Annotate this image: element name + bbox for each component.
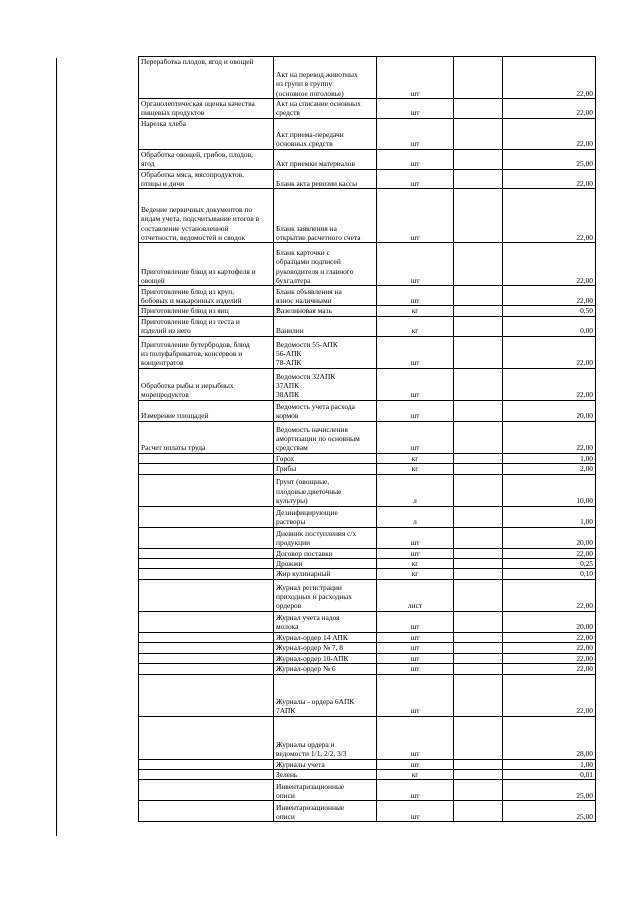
empty-cell	[454, 653, 503, 663]
quantity-cell: 20,00	[503, 611, 596, 632]
table-row	[139, 559, 596, 569]
table-row	[139, 316, 596, 336]
unit-cell: шт	[377, 368, 454, 400]
quantity-cell: 2,00	[503, 464, 596, 474]
practice-name-cell	[139, 780, 274, 801]
unit-cell: шт	[377, 801, 454, 822]
empty-cell	[454, 189, 503, 243]
empty-cell	[454, 57, 503, 99]
quantity-cell: 0,00	[503, 316, 596, 336]
document-name-cell: Журналы ордера и ведомости 1/1, 2/2, 3/3	[274, 716, 377, 759]
document-name-cell: Бланк объявления на взнос наличными	[274, 286, 377, 306]
table-row	[139, 780, 596, 801]
empty-cell	[454, 286, 503, 306]
document-name-cell: Дрожжи	[274, 559, 377, 569]
quantity-cell: 1,00	[503, 453, 596, 463]
practice-name-cell	[139, 632, 274, 642]
unit-cell: кг	[377, 453, 454, 463]
quantity-cell: 22,00	[503, 632, 596, 642]
table-row	[139, 169, 596, 189]
empty-cell	[454, 527, 503, 548]
quantity-cell: 22,00	[503, 189, 596, 243]
practice-name-cell: Приготовление бутербродов, блюд из полуфабрикатов, консервов и концентратов	[139, 336, 274, 368]
unit-cell: шт	[377, 611, 454, 632]
document-name-cell: Инвентаризационные описи	[274, 801, 377, 822]
empty-cell	[454, 548, 503, 558]
unit-cell: шт	[377, 632, 454, 642]
practice-name-cell	[139, 674, 274, 716]
practice-name-cell	[139, 548, 274, 558]
table-row	[139, 611, 596, 632]
empty-cell	[454, 801, 503, 822]
quantity-cell: 10,00	[503, 474, 596, 506]
empty-cell	[454, 453, 503, 463]
unit-cell: кг	[377, 316, 454, 336]
table-row	[139, 548, 596, 558]
practice-name-cell	[139, 716, 274, 759]
unit-cell: шт	[377, 674, 454, 716]
empty-cell	[454, 336, 503, 368]
unit-cell: шт	[377, 780, 454, 801]
document-name-cell: Бланк акта ревизии кассы	[274, 169, 377, 189]
document-name-cell: Дезинфицирующие растворы	[274, 506, 377, 527]
unit-cell: шт	[377, 149, 454, 169]
practice-name-cell: Приготовление блюд из картофеля и овощей	[139, 243, 274, 286]
practice-name-cell	[139, 453, 274, 463]
practice-name-cell: Ведение первичных документов по видам учета, подсчитывание итогов в составление установленной отчетности, ведомостей и сводок	[139, 189, 274, 243]
table-row	[139, 286, 596, 306]
document-name-cell: Грунт (овощные, плодовые,цветочные культуры)	[274, 474, 377, 506]
unit-cell: шт	[377, 643, 454, 653]
practice-name-cell: Приготовление блюд из яиц	[139, 306, 274, 316]
quantity-cell: 22,00	[503, 643, 596, 653]
table-row	[139, 99, 596, 119]
quantity-cell: 0,50	[503, 306, 596, 316]
practice-name-cell: Органолептическая оценка качества пищевых продуктов	[139, 99, 274, 119]
unit-cell: шт	[377, 527, 454, 548]
document-name-cell: Журнал-ордер № 6	[274, 664, 377, 674]
table-row	[139, 189, 596, 243]
table-row	[139, 716, 596, 759]
quantity-cell: 22,00	[503, 368, 596, 400]
empty-cell	[454, 664, 503, 674]
empty-cell	[454, 316, 503, 336]
table-row	[139, 569, 596, 579]
quantity-cell: 25,00	[503, 801, 596, 822]
quantity-cell: 22,00	[503, 421, 596, 453]
document-name-cell: Инвентаризационные описи	[274, 780, 377, 801]
quantity-cell: 22,00	[503, 243, 596, 286]
practice-name-cell	[139, 527, 274, 548]
unit-cell: кг	[377, 464, 454, 474]
empty-cell	[454, 559, 503, 569]
unit-cell: кг	[377, 769, 454, 779]
empty-cell	[454, 643, 503, 653]
quantity-cell: 25,00	[503, 780, 596, 801]
unit-cell: шт	[377, 169, 454, 189]
empty-cell	[454, 579, 503, 611]
quantity-cell: 0,10	[503, 569, 596, 579]
left-margin-rule	[56, 58, 57, 836]
table-row	[139, 759, 596, 769]
document-name-cell: Вазелиновая мазь	[274, 306, 377, 316]
materials-table	[138, 56, 596, 822]
practice-name-cell: Приготовление блюд из круп, бобовых и макаронных изделий	[139, 286, 274, 306]
table-row	[139, 579, 596, 611]
document-name-cell: Журналы учета	[274, 759, 377, 769]
table-row	[139, 453, 596, 463]
quantity-cell: 28,00	[503, 716, 596, 759]
document-name-cell: Акт на списание основных средств	[274, 99, 377, 119]
document-name-cell: Зелень	[274, 769, 377, 779]
practice-name-cell	[139, 769, 274, 779]
empty-cell	[454, 632, 503, 642]
table-row	[139, 506, 596, 527]
table-row	[139, 664, 596, 674]
empty-cell	[454, 99, 503, 119]
empty-cell	[454, 464, 503, 474]
table-row	[139, 632, 596, 642]
quantity-cell: 22,00	[503, 653, 596, 663]
quantity-cell: 0,01	[503, 769, 596, 779]
practice-name-cell	[139, 569, 274, 579]
document-name-cell: Ведомости 32АПК 37АПК 38АПК	[274, 368, 377, 400]
practice-name-cell: Расчет оплаты труда	[139, 421, 274, 453]
table-row	[139, 527, 596, 548]
empty-cell	[454, 169, 503, 189]
quantity-cell: 0,25	[503, 559, 596, 569]
table-row	[139, 400, 596, 421]
document-name-cell: Журнал-ордер № 7, 8	[274, 643, 377, 653]
empty-cell	[454, 759, 503, 769]
unit-cell: л	[377, 506, 454, 527]
table-row	[139, 118, 596, 149]
empty-cell	[454, 506, 503, 527]
document-name-cell: Журнал учета надоя молока	[274, 611, 377, 632]
document-name-cell: Журналы - ордера 6АПК 7АПК	[274, 674, 377, 716]
practice-name-cell	[139, 506, 274, 527]
empty-cell	[454, 769, 503, 779]
quantity-cell: 1,00	[503, 506, 596, 527]
unit-cell: шт	[377, 57, 454, 99]
unit-cell: шт	[377, 716, 454, 759]
table-row	[139, 674, 596, 716]
document-name-cell: Журнал регистрации приходных и расходных ордеров	[274, 579, 377, 611]
practice-name-cell	[139, 643, 274, 653]
practice-name-cell	[139, 559, 274, 569]
quantity-cell: 22,00	[503, 99, 596, 119]
document-name-cell: Жир кулинарный	[274, 569, 377, 579]
document-name-cell: Ванилин	[274, 316, 377, 336]
quantity-cell: 1,00	[503, 759, 596, 769]
practice-name-cell	[139, 464, 274, 474]
document-name-cell: Журнал-ордер 10-АПК	[274, 653, 377, 663]
document-name-cell: Журнал-ордер 14 АПК	[274, 632, 377, 642]
document-name-cell: Бланк карточки с образцами подписей руководителя и главного бухгалтера	[274, 243, 377, 286]
document-name-cell: Ведомости 55-АПК 56-АПК 78-АПК	[274, 336, 377, 368]
table-row	[139, 769, 596, 779]
quantity-cell: 22,00	[503, 118, 596, 149]
document-name-cell: Дневник поступления с/х продукции	[274, 527, 377, 548]
quantity-cell: 22,00	[503, 548, 596, 558]
empty-cell	[454, 569, 503, 579]
quantity-cell: 22,00	[503, 579, 596, 611]
table-row	[139, 306, 596, 316]
practice-name-cell	[139, 801, 274, 822]
table-row	[139, 421, 596, 453]
quantity-cell: 20,00	[503, 400, 596, 421]
unit-cell: шт	[377, 189, 454, 243]
unit-cell: шт	[377, 99, 454, 119]
unit-cell: шт	[377, 286, 454, 306]
document-name-cell: Ведомость начисления амортизации по основным средствам	[274, 421, 377, 453]
quantity-cell: 22,00	[503, 57, 596, 99]
practice-name-cell: Обработка овощей, грибов, плодов, ягод	[139, 149, 274, 169]
table-row	[139, 801, 596, 822]
document-name-cell: Акт на перевод животных из групп в группу (основное поголовье)	[274, 57, 377, 99]
document-name-cell: Акт приемки материалов	[274, 149, 377, 169]
document-name-cell: Бланк заявления на открытие расчетного счета	[274, 189, 377, 243]
table-row	[139, 368, 596, 400]
table-row	[139, 149, 596, 169]
empty-cell	[454, 306, 503, 316]
unit-cell: шт	[377, 421, 454, 453]
practice-name-cell: Обработка рыбы и нерыбных морепродуктов	[139, 368, 274, 400]
practice-name-cell: Нарезка хлеба	[139, 118, 274, 149]
document-name-cell: Грибы	[274, 464, 377, 474]
unit-cell: шт	[377, 400, 454, 421]
quantity-cell: 22,00	[503, 169, 596, 189]
empty-cell	[454, 611, 503, 632]
document-name-cell: Горох	[274, 453, 377, 463]
unit-cell: шт	[377, 664, 454, 674]
document-name-cell: Ведомость учета расхода кормов	[274, 400, 377, 421]
quantity-cell: 20,00	[503, 527, 596, 548]
practice-name-cell	[139, 759, 274, 769]
unit-cell: кг	[377, 559, 454, 569]
quantity-cell: 22,00	[503, 286, 596, 306]
quantity-cell: 22,00	[503, 664, 596, 674]
unit-cell: лист	[377, 579, 454, 611]
practice-name-cell	[139, 611, 274, 632]
quantity-cell: 25,00	[503, 149, 596, 169]
empty-cell	[454, 400, 503, 421]
materials-table-body	[139, 57, 596, 822]
unit-cell: шт	[377, 759, 454, 769]
practice-name-cell: Переработка плодов, ягод и овощей	[139, 57, 274, 99]
empty-cell	[454, 674, 503, 716]
practice-name-cell: Обработка мяса, мясопродуктов, птицы и дичи	[139, 169, 274, 189]
table-row	[139, 336, 596, 368]
empty-cell	[454, 780, 503, 801]
empty-cell	[454, 149, 503, 169]
empty-cell	[454, 368, 503, 400]
quantity-cell: 22,00	[503, 674, 596, 716]
table-row	[139, 643, 596, 653]
practice-name-cell	[139, 664, 274, 674]
document-name-cell: Акт приема-передачи основных средств	[274, 118, 377, 149]
practice-name-cell: Измерение площадей	[139, 400, 274, 421]
empty-cell	[454, 421, 503, 453]
practice-name-cell: Приготовление блюд из теста и изделий из него	[139, 316, 274, 336]
empty-cell	[454, 118, 503, 149]
empty-cell	[454, 243, 503, 286]
practice-name-cell	[139, 474, 274, 506]
table-row	[139, 653, 596, 663]
table-row	[139, 57, 596, 99]
unit-cell: шт	[377, 118, 454, 149]
quantity-cell: 22,00	[503, 336, 596, 368]
unit-cell: шт	[377, 653, 454, 663]
unit-cell: шт	[377, 336, 454, 368]
empty-cell	[454, 716, 503, 759]
table-row	[139, 474, 596, 506]
empty-cell	[454, 474, 503, 506]
table-row	[139, 243, 596, 286]
table-row	[139, 464, 596, 474]
practice-name-cell	[139, 579, 274, 611]
unit-cell: л	[377, 474, 454, 506]
unit-cell: шт	[377, 548, 454, 558]
unit-cell: шт	[377, 243, 454, 286]
unit-cell: кг	[377, 306, 454, 316]
document-name-cell: Договор поставки	[274, 548, 377, 558]
unit-cell: кг	[377, 569, 454, 579]
practice-name-cell	[139, 653, 274, 663]
